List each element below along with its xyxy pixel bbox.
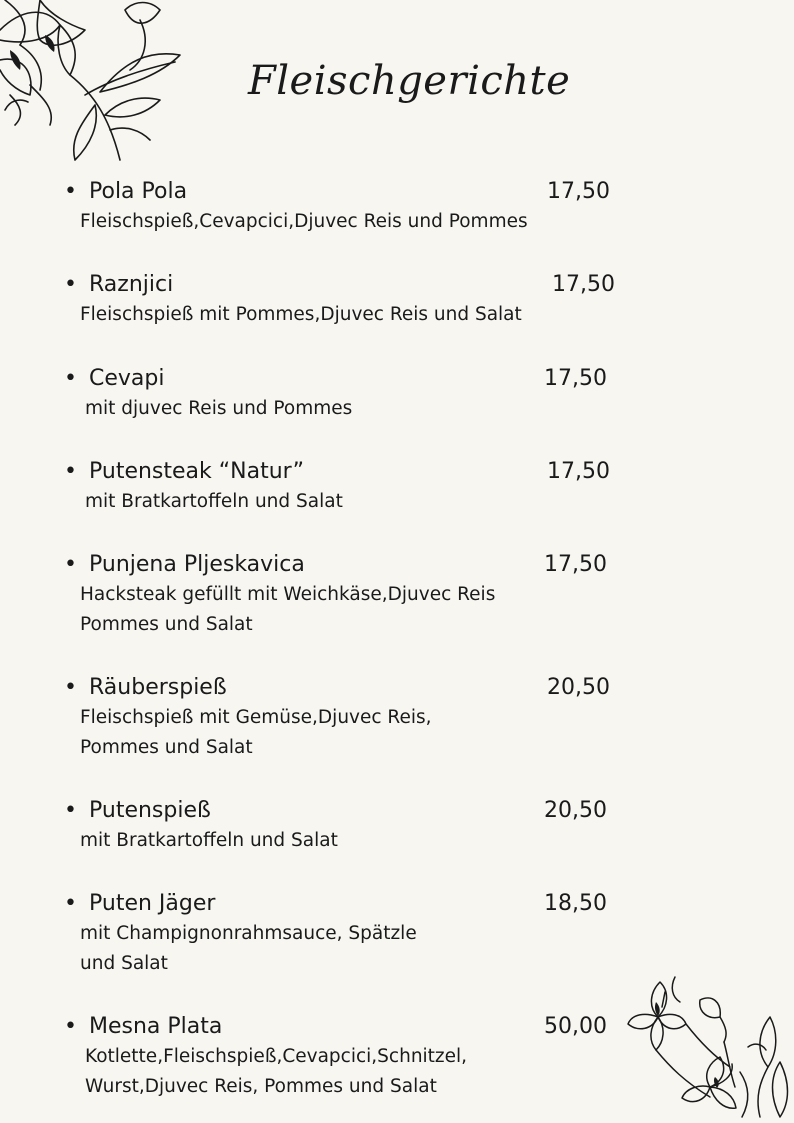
item-price: 17,50	[544, 366, 607, 391]
item-description	[85, 487, 343, 517]
item-name: Mesna Plata	[89, 1014, 223, 1039]
item-description	[80, 919, 417, 979]
menu-item-punjena-pljeskavica	[0, 550, 794, 635]
bullet-icon: •	[64, 366, 77, 391]
menu-item-putenspiess	[0, 796, 794, 851]
description-line: mit djuvec Reis und Pommes	[85, 398, 353, 419]
bullet-icon: •	[64, 459, 77, 484]
menu-item-puten-jaeger	[0, 889, 794, 974]
bullet-icon: •	[64, 552, 77, 577]
item-name: Cevapi	[89, 366, 165, 391]
description-line: mit Bratkartoffeln und Salat	[80, 830, 338, 851]
description-line: Hacksteak gefüllt mit Weichkäse,Djuvec Reis	[80, 584, 496, 605]
item-name: Raznjici	[89, 272, 174, 297]
item-price: 20,50	[547, 675, 610, 700]
bullet-icon: •	[64, 272, 77, 297]
description-line: Wurst,Djuvec Reis, Pommes und Salat	[85, 1076, 437, 1097]
description-line: Fleischspieß mit Gemüse,Djuvec Reis,	[80, 707, 432, 728]
item-description	[85, 394, 352, 424]
item-price: 20,50	[544, 798, 607, 823]
description-line: Kotlette,Fleischspieß,Cevapcici,Schnitzel,	[85, 1046, 468, 1067]
bullet-icon: •	[64, 179, 77, 204]
page-title: Fleischgerichte	[248, 58, 571, 104]
description-line: Pommes und Salat	[80, 614, 253, 635]
item-price: 17,50	[544, 552, 607, 577]
description-line: und Salat	[80, 953, 168, 974]
menu-item-putensteak-natur	[0, 457, 794, 512]
item-name: Puten Jäger	[89, 891, 216, 916]
description-line: mit Champignonrahmsauce, Spätzle	[80, 923, 417, 944]
menu-item-pola-pola	[0, 177, 794, 232]
item-name: Räuberspieß	[89, 675, 227, 700]
item-name: Pola Pola	[89, 179, 188, 204]
item-description	[80, 207, 528, 237]
item-description	[80, 580, 495, 640]
description-line: mit Bratkartoffeln und Salat	[85, 491, 343, 512]
item-name: Putenspieß	[89, 798, 211, 823]
item-description	[80, 826, 338, 856]
menu-item-raeuberspiess	[0, 673, 794, 758]
floral-bottom-right-icon	[620, 972, 794, 1123]
item-name: Punjena Pljeskavica	[89, 552, 305, 577]
item-price: 17,50	[547, 179, 610, 204]
description-line: Fleischspieß,Cevapcici,Djuvec Reis und Pommes	[80, 211, 528, 232]
description-line: Fleischspieß mit Pommes,Djuvec Reis und Salat	[80, 304, 522, 325]
menu-item-cevapi	[0, 364, 794, 419]
bullet-icon: •	[64, 1014, 77, 1039]
bullet-icon: •	[64, 675, 77, 700]
item-name: Putensteak “Natur”	[89, 459, 305, 484]
item-price: 50,00	[544, 1014, 607, 1039]
item-description	[80, 300, 522, 330]
item-price: 17,50	[552, 272, 615, 297]
floral-top-left-icon	[0, 0, 185, 165]
item-price: 18,50	[544, 891, 607, 916]
bullet-icon: •	[64, 891, 77, 916]
item-price: 17,50	[547, 459, 610, 484]
bullet-icon: •	[64, 798, 77, 823]
description-line: Pommes und Salat	[80, 737, 253, 758]
item-description	[85, 1042, 467, 1102]
menu-item-raznjici	[0, 270, 794, 325]
item-description	[80, 703, 432, 763]
